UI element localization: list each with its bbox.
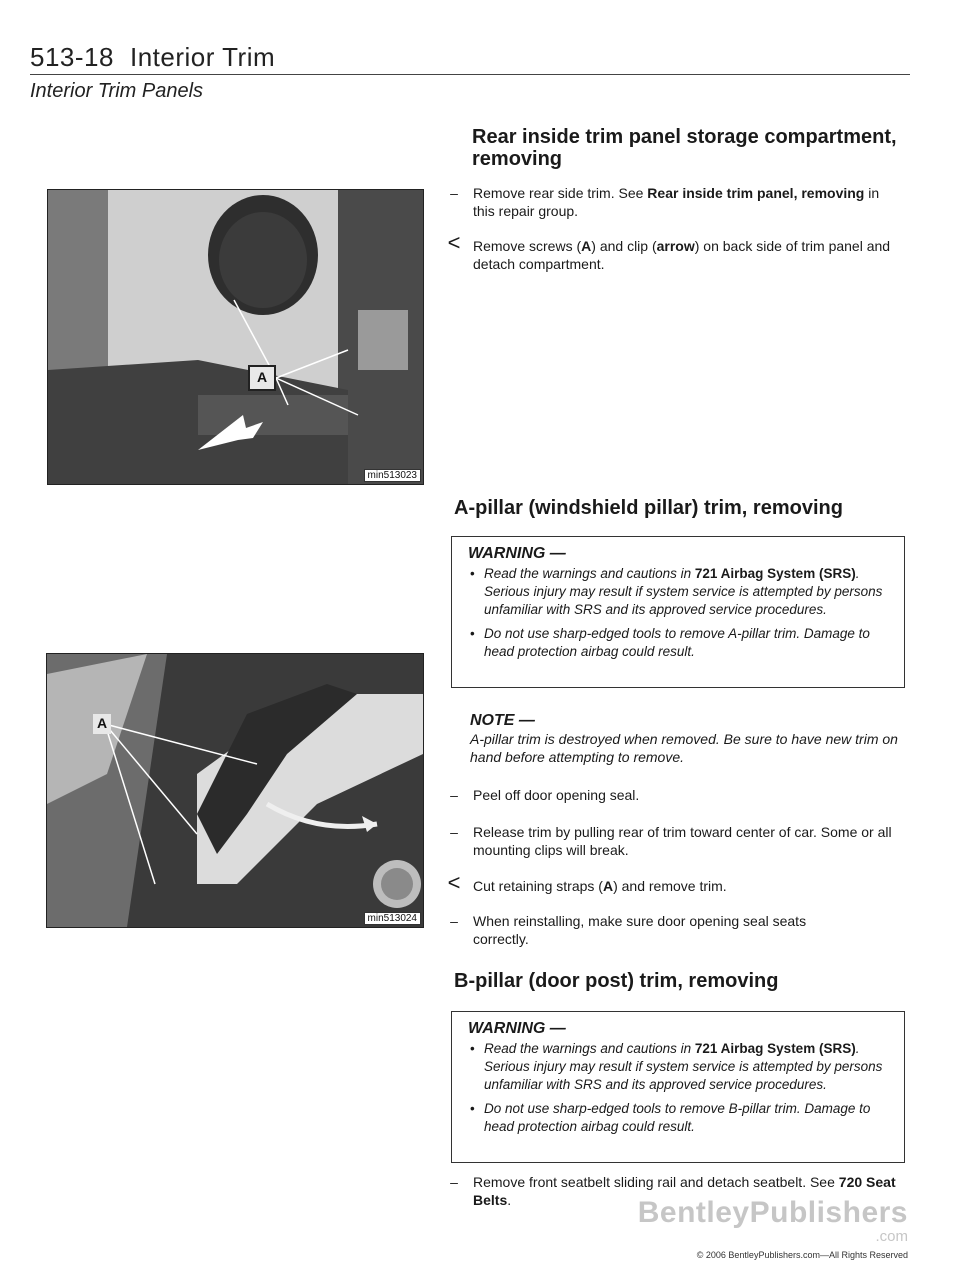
warning-box-b-pillar — [451, 1011, 905, 1163]
copyright-notice: © 2006 BentleyPublishers.com—All Rights Reserved — [696, 1250, 908, 1260]
callout-label-a: A — [96, 715, 108, 731]
section-title: Interior Trim — [129, 42, 276, 72]
note-body: A-pillar trim is destroyed when removed. Be sure to have new trim on hand before attempting to remove. — [470, 731, 898, 765]
page-header-title — [30, 42, 275, 73]
photo-pointer-icon: < — [447, 230, 461, 255]
section-heading-b-pillar: B-pillar (door post) trim, removing — [454, 970, 779, 992]
warning-item: • Do not use sharp-edged tools to remove B-pillar trim. Damage to head protection airbag could result. — [484, 1100, 892, 1136]
warning-item: • Read the warnings and cautions in 721 Airbag System (SRS). Serious injury may result if system service is attempted by persons unfamiliar with SRS and its approved service procedures. — [484, 1040, 892, 1094]
header-divider — [30, 74, 910, 75]
step-remove-seatbelt-rail: – Remove front seatbelt sliding rail and detach seatbelt. See 720 Seat Belts. — [450, 1174, 896, 1208]
warning-item: • Read the warnings and cautions in 721 Airbag System (SRS). Serious injury may result if system service is attempted by persons unfamiliar with SRS and its approved service procedures. — [484, 565, 892, 619]
callout-label-a: A — [256, 369, 268, 385]
step-dash: – — [450, 185, 458, 201]
page-subtitle: Interior Trim Panels — [30, 80, 204, 102]
figure-a-pillar-photo — [46, 653, 424, 928]
section-heading-a-pillar: A-pillar (windshield pillar) trim, removing — [454, 497, 843, 519]
warning-item: • Do not use sharp-edged tools to remove A-pillar trim. Damage to head protection airbag could result. — [484, 625, 892, 661]
figure-storage-compartment-photo — [47, 189, 424, 485]
note-a-pillar — [470, 712, 902, 766]
publisher-logo: BentleyPublishers — [637, 1196, 908, 1229]
step-cut-straps: < Cut retaining straps (A) and remove trim. — [473, 877, 903, 895]
figure-id: min513024 — [364, 912, 421, 925]
photo-pointer-icon: < — [447, 870, 461, 895]
figure-id: min513023 — [364, 469, 421, 482]
note-title: NOTE — — [470, 712, 535, 729]
cross-reference: 720 Seat Belts — [473, 1174, 896, 1208]
step-reinstall-seal: – When reinstalling, make sure door opening seal seats correctly. — [450, 913, 807, 947]
section-number: 513-18 — [30, 42, 114, 72]
publisher-logo-suffix: .com — [875, 1228, 908, 1245]
warning-title: WARNING — — [468, 1020, 566, 1037]
section-heading-storage-compartment: Rear inside trim panel storage compartment, removing — [472, 126, 897, 170]
step-remove-rear-side-trim: – Remove rear side trim. See Rear inside trim panel, removing in this repair group. — [473, 184, 903, 220]
step-release-trim: – Release trim by pulling rear of trim toward center of car. Some or all mounting clips will break. — [450, 824, 892, 858]
cross-reference: Rear inside trim panel, removing — [647, 185, 865, 201]
warning-title: WARNING — — [468, 545, 566, 562]
warning-box-a-pillar — [451, 536, 905, 688]
step-remove-screws: < Remove screws (A) and clip (arrow) on back side of trim panel and detach compartment. — [473, 237, 903, 273]
step-peel-seal: – Peel off door opening seal. — [450, 787, 640, 803]
